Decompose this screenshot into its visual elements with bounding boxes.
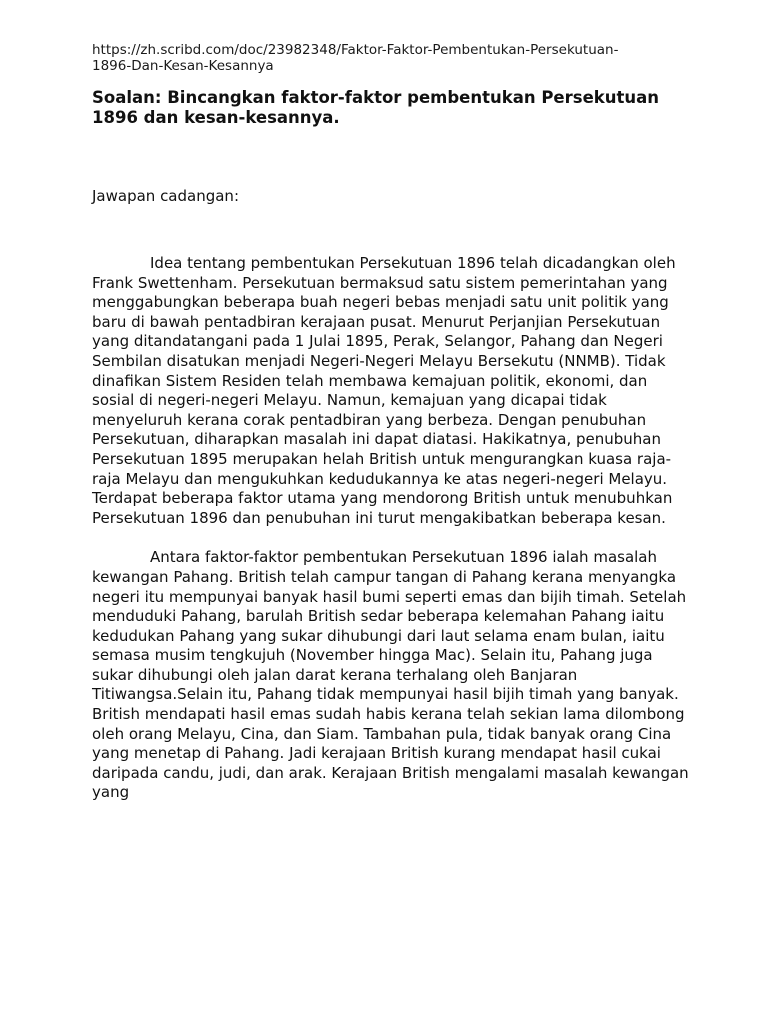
answer-label: Jawapan cadangan: — [92, 187, 239, 205]
source-url-line-2[interactable]: 1896-Dan-Kesan-Kesannya — [92, 58, 274, 74]
source-url-line-1[interactable]: https://zh.scribd.com/doc/23982348/Faktor-Faktor-Pembentukan-Persekutuan- — [92, 42, 619, 58]
source-url[interactable] — [92, 42, 692, 74]
paragraph-factor-pahang-finance: Antara faktor-faktor pembentukan Persekutuan 1896 ialah masalah kewangan Pahang. British telah campur tangan di Pahang kerana menyangka negeri itu mempunyai banyak hasil bumi seperti emas dan bijih timah. Setelah menduduki Pahang, barulah British sedar beberapa kelemahan Pahang iaitu kedudukan Pahang yang sukar dihubungi dari laut selama enam bulan, iaitu semasa musim tengkujuh (November hingga Mac). Selain itu, Pahang juga sukar dihubungi oleh jalan darat kerana terhalang oleh Banjaran Titiwangsa.Selain itu, Pahang tidak mempunyai hasil bijih timah yang banyak. British mendapati hasil emas sudah habis kerana telah sekian lama dilombong oleh orang Melayu, Cina, dan Siam. Tambahan pula, tidak banyak orang Cina yang menetap di Pahang. Jadi kerajaan British kurang mendapat hasil cukai daripada candu, judi, dan arak. Kerajaan British mengalami masalah kewangan yang — [92, 548, 689, 802]
paragraph-introduction: Idea tentang pembentukan Persekutuan 1896 telah dicadangkan oleh Frank Swettenham. Persekutuan bermaksud satu sistem pemerintahan yang menggabungkan beberapa buah negeri bebas menjadi satu unit politik yang baru di bawah pentadbiran kerajaan pusat. Menurut Perjanjian Persekutuan yang ditandatangani pada 1 Julai 1895, Perak, Selangor, Pahang dan Negeri Sembilan disatukan menjadi Negeri-Negeri Melayu Bersekutu (NNMB). Tidak dinafikan Sistem Residen telah membawa kemajuan politik, ekonomi, dan sosial di negeri-negeri Melayu. Namun, kemajuan yang dicapai tidak menyeluruh kerana corak pentadbiran yang berbeza. Dengan penubuhan Persekutuan, diharapkan masalah ini dapat diatasi. Hakikatnya, penubuhan Persekutuan 1895 merupakan helah British untuk mengurangkan kuasa raja-raja Melayu dan mengukuhkan kedudukannya ke atas negeri-negeri Melayu. Terdapat beberapa faktor utama yang mendorong British untuk menubuhkan Persekutuan 1896 dan penubuhan ini turut mengakibatkan beberapa kesan. — [92, 254, 676, 527]
document-page — [92, 42, 692, 803]
question-heading: Soalan: Bincangkan faktor-faktor pembentukan Persekutuan 1896 dan kesan-kesannya. — [92, 88, 660, 127]
